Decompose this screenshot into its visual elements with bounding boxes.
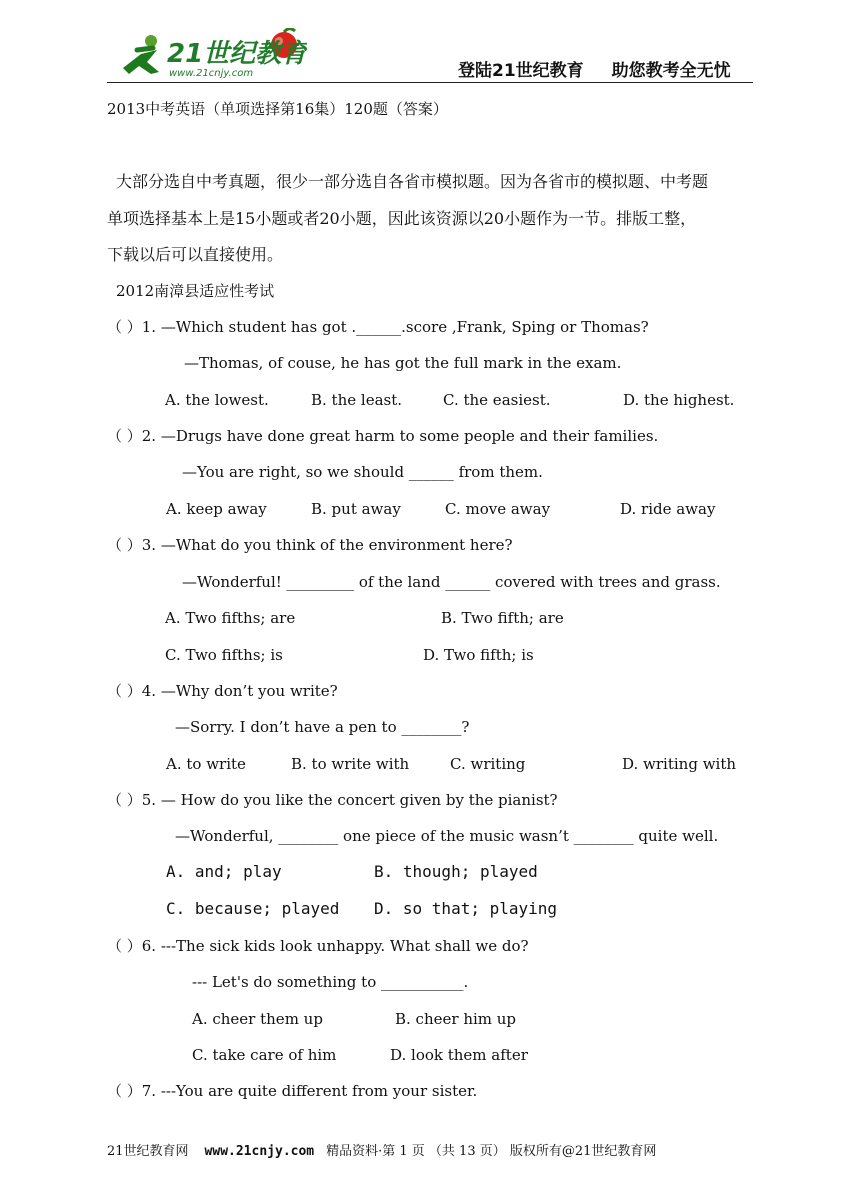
question-2-reply: —You are right, so we should ______ from them.	[182, 463, 543, 481]
question-6-stem: （ ）6. ---The sick kids look unhappy. What shall we do?	[107, 937, 529, 955]
logo-text: 21世纪教育	[167, 39, 307, 69]
slogan-help: 助您教考全无忧	[611, 61, 731, 81]
intro-line-3: 下载以后可以直接使用。	[107, 245, 284, 264]
question-6-reply: --- Let's do something to ___________.	[192, 973, 469, 991]
question-1-option-a: A. the lowest.	[165, 391, 269, 409]
header-divider	[107, 82, 753, 83]
question-5-option-b: B. though; played	[374, 862, 538, 881]
question-3-option-c: C. Two fifths; is	[165, 646, 283, 664]
question-4-option-d: D. writing with	[622, 755, 737, 773]
question-2-option-a: A. keep away	[166, 500, 267, 518]
question-4-option-b: B. to write with	[291, 755, 410, 773]
question-1-reply: —Thomas, of couse, he has got the full mark in the exam.	[184, 354, 622, 372]
footer-url[interactable]: www.21cnjy.com	[204, 1144, 315, 1159]
question-5-option-a: A. and; play	[166, 862, 282, 881]
question-5-option-d: D. so that; playing	[374, 899, 558, 918]
question-1-option-d: D. the highest.	[623, 391, 735, 409]
question-6-option-b: B. cheer him up	[395, 1010, 517, 1028]
question-5-stem: （ ）5. — How do you like the concert given by the pianist?	[107, 791, 558, 809]
section-heading: 2012南漳县适应性考试	[116, 282, 275, 300]
page-footer	[107, 1140, 656, 1159]
question-7-stem: （ ）7. ---You are quite different from your sister.	[107, 1082, 478, 1100]
question-2-option-c: C. move away	[445, 500, 551, 518]
question-3-reply: —Wonderful! _________ of the land ______ covered with trees and grass.	[182, 573, 721, 591]
question-6-option-a: A. cheer them up	[192, 1010, 323, 1028]
question-4-option-c: C. writing	[450, 755, 526, 773]
logo-url: www.21cnjy.com	[169, 68, 254, 79]
question-6-option-c: C. take care of him	[192, 1046, 337, 1064]
question-4-reply: —Sorry. I don’t have a pen to ________?	[175, 718, 470, 736]
question-3-option-a: A. Two fifths; are	[165, 609, 296, 627]
intro-line-1: 大部分选自中考真题，很少一部分选自各省市模拟题。因为各省市的模拟题、中考题	[116, 172, 709, 191]
footer-site: 21世纪教育网	[107, 1144, 189, 1159]
footer-info: 精品资料·第 1 页 （共 13 页） 版权所有@21世纪教育网	[326, 1144, 657, 1159]
runner-icon	[123, 35, 159, 74]
doc-title: 2013中考英语（单项选择第16集）120题（答案）	[107, 100, 448, 118]
intro-line-2: 单项选择基本上是15小题或者20小题，因此该资源以20小题作为一节。排版工整，	[107, 209, 697, 228]
question-1-option-b: B. the least.	[311, 391, 403, 409]
slogan-login: 登陆21世纪教育	[458, 61, 584, 81]
question-3-stem: （ ）3. —What do you think of the environment here?	[107, 536, 513, 554]
question-3-option-b: B. Two fifth; are	[441, 609, 564, 627]
question-1-option-c: C. the easiest.	[443, 391, 551, 409]
question-5-option-c: C. because; played	[166, 899, 340, 918]
question-4-stem: （ ）4. —Why don’t you write?	[107, 682, 338, 700]
question-2-option-d: D. ride away	[620, 500, 716, 518]
question-1-stem: （ ）1. —Which student has got .______.score ,Frank, Sping or Thomas?	[107, 318, 649, 336]
question-4-option-a: A. to write	[166, 755, 246, 773]
question-2-stem: （ ）2. —Drugs have done great harm to some people and their families.	[107, 427, 659, 445]
site-logo	[107, 28, 307, 82]
question-6-option-d: D. look them after	[390, 1046, 528, 1064]
question-5-reply: —Wonderful, ________ one piece of the music wasn’t ________ quite well.	[175, 827, 719, 845]
question-3-option-d: D. Two fifth; is	[423, 646, 534, 664]
header-slogan	[458, 56, 731, 81]
question-2-option-b: B. put away	[311, 500, 401, 518]
